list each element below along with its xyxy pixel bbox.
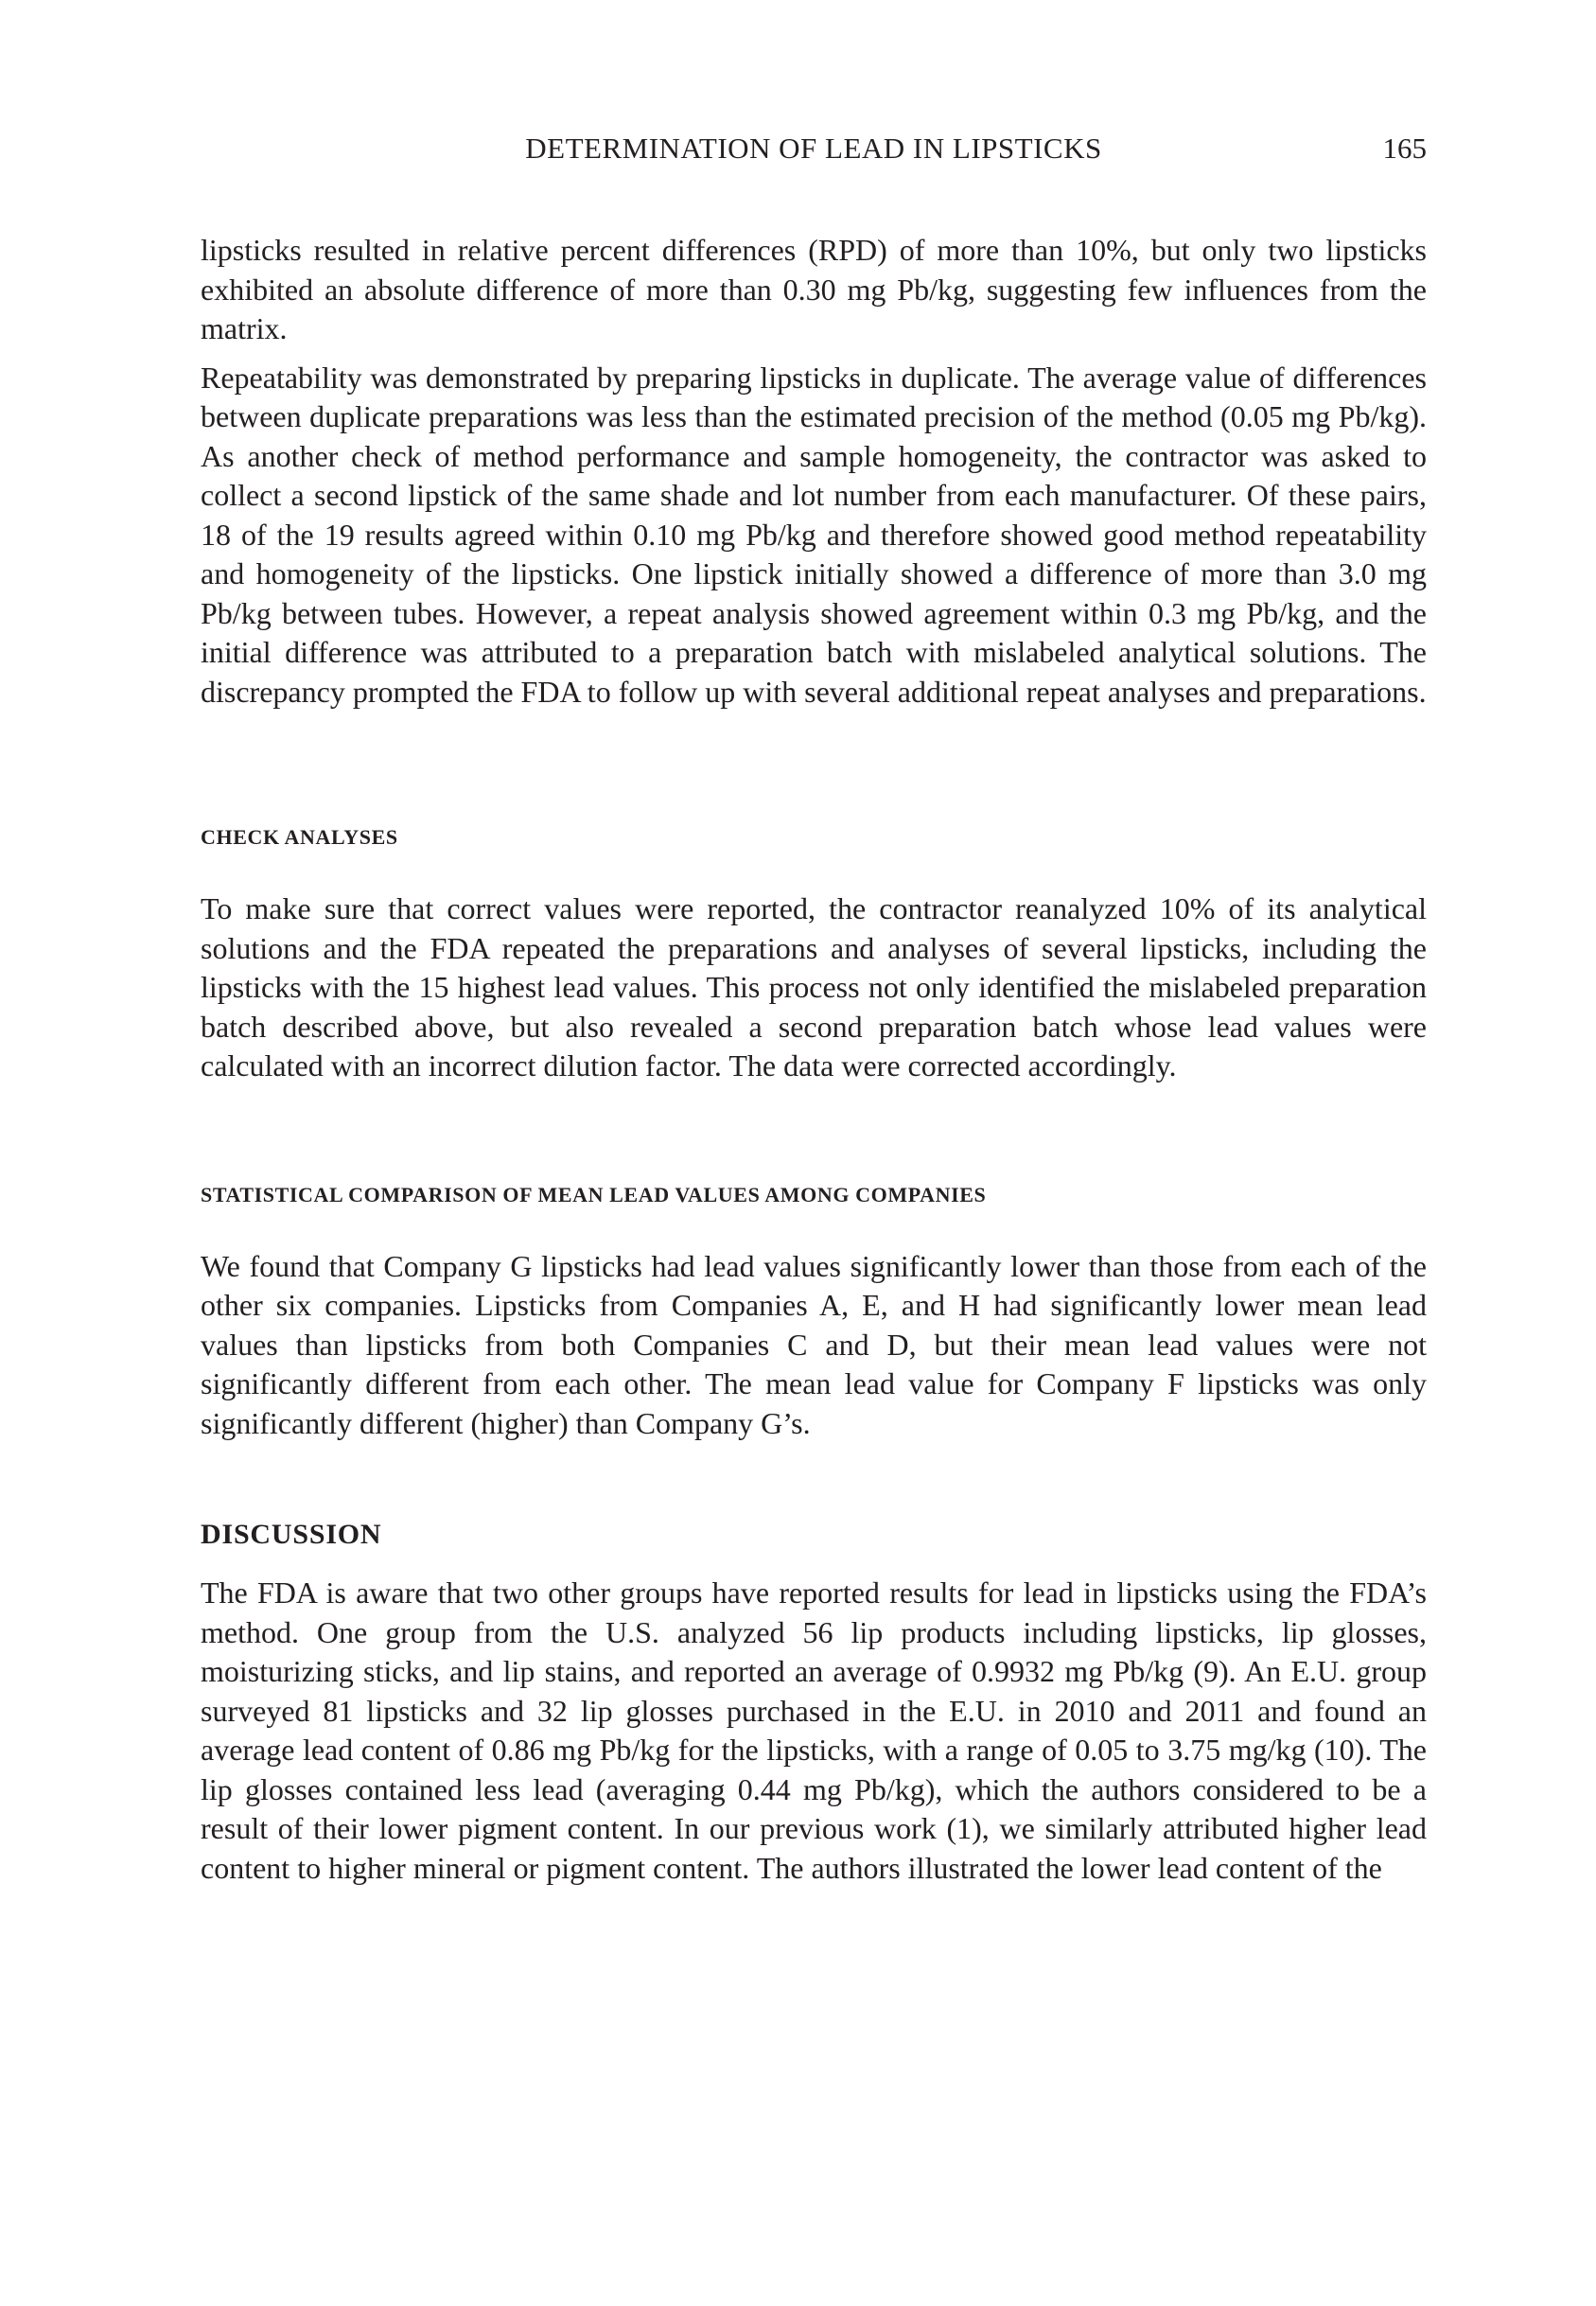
paragraph-discussion: The FDA is aware that two other groups have reported results for lead in lipsticks using the FDA’s method. One group from the U.S. analyzed 56 lip products including lipsticks, lip glosses, moisturizing sticks, and lip stains, and reported an average of 0.9932 mg Pb/kg (9). An E.U. group surveyed 81 lipsticks and 32 lip glosses purchased in the E.U. in 2010 and 2011 and found an average lead content of 0.86 mg Pb/kg for the lipsticks, with a range of 0.05 to 3.75 mg/kg (10). The lip glosses contained less lead (averaging 0.44 mg Pb/kg), which the authors considered to be a result of their lower pigment content. In our previous work (1), we similarly attributed higher lead content to higher mineral or pigment content. The authors illustrated the lower lead content of the [201, 1575, 1427, 1885]
running-header [201, 130, 1427, 167]
section-heading-check-analyses: CHECK ANALYSES [201, 825, 398, 849]
paragraph-statistical-comparison: We found that Company G lipsticks had lead values significantly lower than those from each of the other six companies. Lipsticks from Companies A, E, and H had significantly lower mean lead values than lipsticks from both Companies C and D, but their mean lead values were not significantly different from each other. The mean lead value for Company F lipsticks was only significantly different (higher) than Company G’s. [201, 1248, 1427, 1440]
body-text [201, 231, 1427, 1888]
page-number: 165 [1382, 132, 1427, 165]
paragraph-matrix-influence: lipsticks resulted in relative percent differences (RPD) of more than 10%, but only two lipsticks exhibited an absolute difference of more than 0.30 mg Pb/kg, suggesting few influences from the matrix. [201, 233, 1427, 345]
running-title: DETERMINATION OF LEAD IN LIPSTICKS [525, 132, 1102, 165]
section-heading-discussion: DISCUSSION [201, 1519, 382, 1550]
paragraph-repeatability: Repeatability was demonstrated by preparing lipsticks in duplicate. The average value of differences between duplicate preparations was less than the estimated precision of the method (0.05 mg Pb/kg). As another check of method performance and sample homogeneity, the contractor was asked to collect a second lipstick of the same shade and lot number from each manufacturer. Of these pairs, 18 of the 19 results agreed within 0.10 mg Pb/kg and therefore showed good method repeatability and homogeneity of the lipsticks. One lipstick initially showed a difference of more than 3.0 mg Pb/kg between tubes. However, a repeat analysis showed agreement within 0.3 mg Pb/kg, and the initial difference was attributed to a preparation batch with mislabeled analytical solutions. The discrepancy prompted the FDA to follow up with several additional repeat analyses and preparations. [201, 360, 1427, 709]
section-heading-statistical-comparison: STATISTICAL COMPARISON OF MEAN LEAD VALUES AMONG COMPANIES [201, 1182, 987, 1206]
paragraph-check-analyses: To make sure that correct values were reported, the contractor reanalyzed 10% of its analytical solutions and the FDA repeated the preparations and analyses of several lipsticks, including the lipsticks with the 15 highest lead values. This process not only identified the mislabeled preparation batch described above, but also revealed a second preparation batch whose lead values were calculated with an incorrect dilution factor. The data were corrected accordingly. [201, 891, 1427, 1083]
